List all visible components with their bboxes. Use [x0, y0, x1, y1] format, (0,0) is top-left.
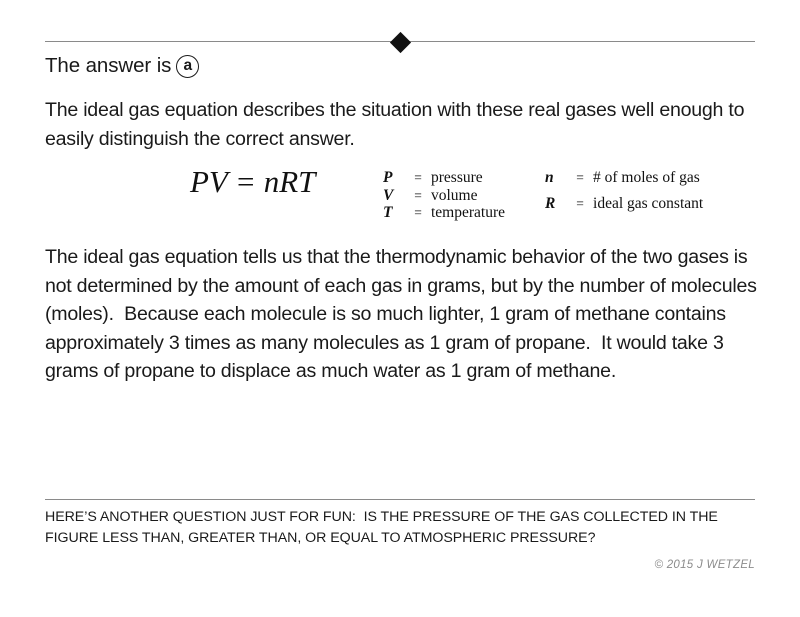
legend-equals: =	[414, 170, 422, 186]
copyright-notice: © 2015 J WETZEL	[654, 559, 755, 571]
legend-equals: =	[576, 196, 584, 212]
top-divider	[45, 41, 755, 43]
legend-definition: ideal gas constant	[593, 195, 704, 213]
legend-symbol: R	[545, 195, 556, 213]
equation-block	[45, 160, 757, 230]
legend-column-left	[383, 170, 505, 222]
equation-legend	[383, 170, 703, 222]
body-paragraph: The ideal gas equation tells us that the thermodynamic behavior of the two gases is not determined by the amount of each gas in grams, but by the number of molecules (moles). Because each molecule is so much lighter, 1 gram of methane contains approximately 3 times as many molecules as 1 gram of propane. It would take 3 grams of propane to displace as much water as 1 gram of methane.	[45, 246, 762, 382]
legend-equals: =	[576, 170, 584, 186]
legend-row	[383, 170, 505, 187]
legend-row	[545, 170, 703, 196]
answer-line	[45, 54, 199, 78]
legend-equals: =	[414, 204, 422, 220]
diamond-ornament-icon	[389, 31, 410, 52]
answer-label: The answer is	[45, 54, 172, 77]
legend-symbol: T	[383, 203, 393, 221]
legend-definition: volume	[431, 186, 478, 204]
bottom-divider	[45, 499, 755, 500]
intro-paragraph: The ideal gas equation describes the situation with these real gases well enough to easily distinguish the correct answer.	[45, 99, 750, 150]
legend-definition: pressure	[431, 169, 483, 187]
legend-symbol: P	[383, 169, 393, 187]
legend-definition: # of moles of gas	[593, 169, 700, 187]
legend-definition: temperature	[431, 203, 506, 221]
legend-equals: =	[414, 187, 422, 203]
answer-choice-badge: a	[176, 55, 199, 78]
legend-symbol: V	[383, 186, 394, 204]
legend-symbol: n	[545, 169, 554, 187]
ideal-gas-equation: PV = nRT	[190, 164, 316, 199]
legend-row	[383, 187, 505, 204]
legend-row	[545, 196, 703, 222]
legend-column-right	[545, 170, 703, 222]
legend-row	[383, 205, 505, 222]
footer-bonus-question: HERE’S ANOTHER QUESTION JUST FOR FUN: IS THE PRESSURE OF THE GAS COLLECTED IN THE FIGURE LESS THAN, GREATER THAN, OR EQUAL TO ATMOSPHERIC PRESSURE?	[45, 509, 722, 546]
